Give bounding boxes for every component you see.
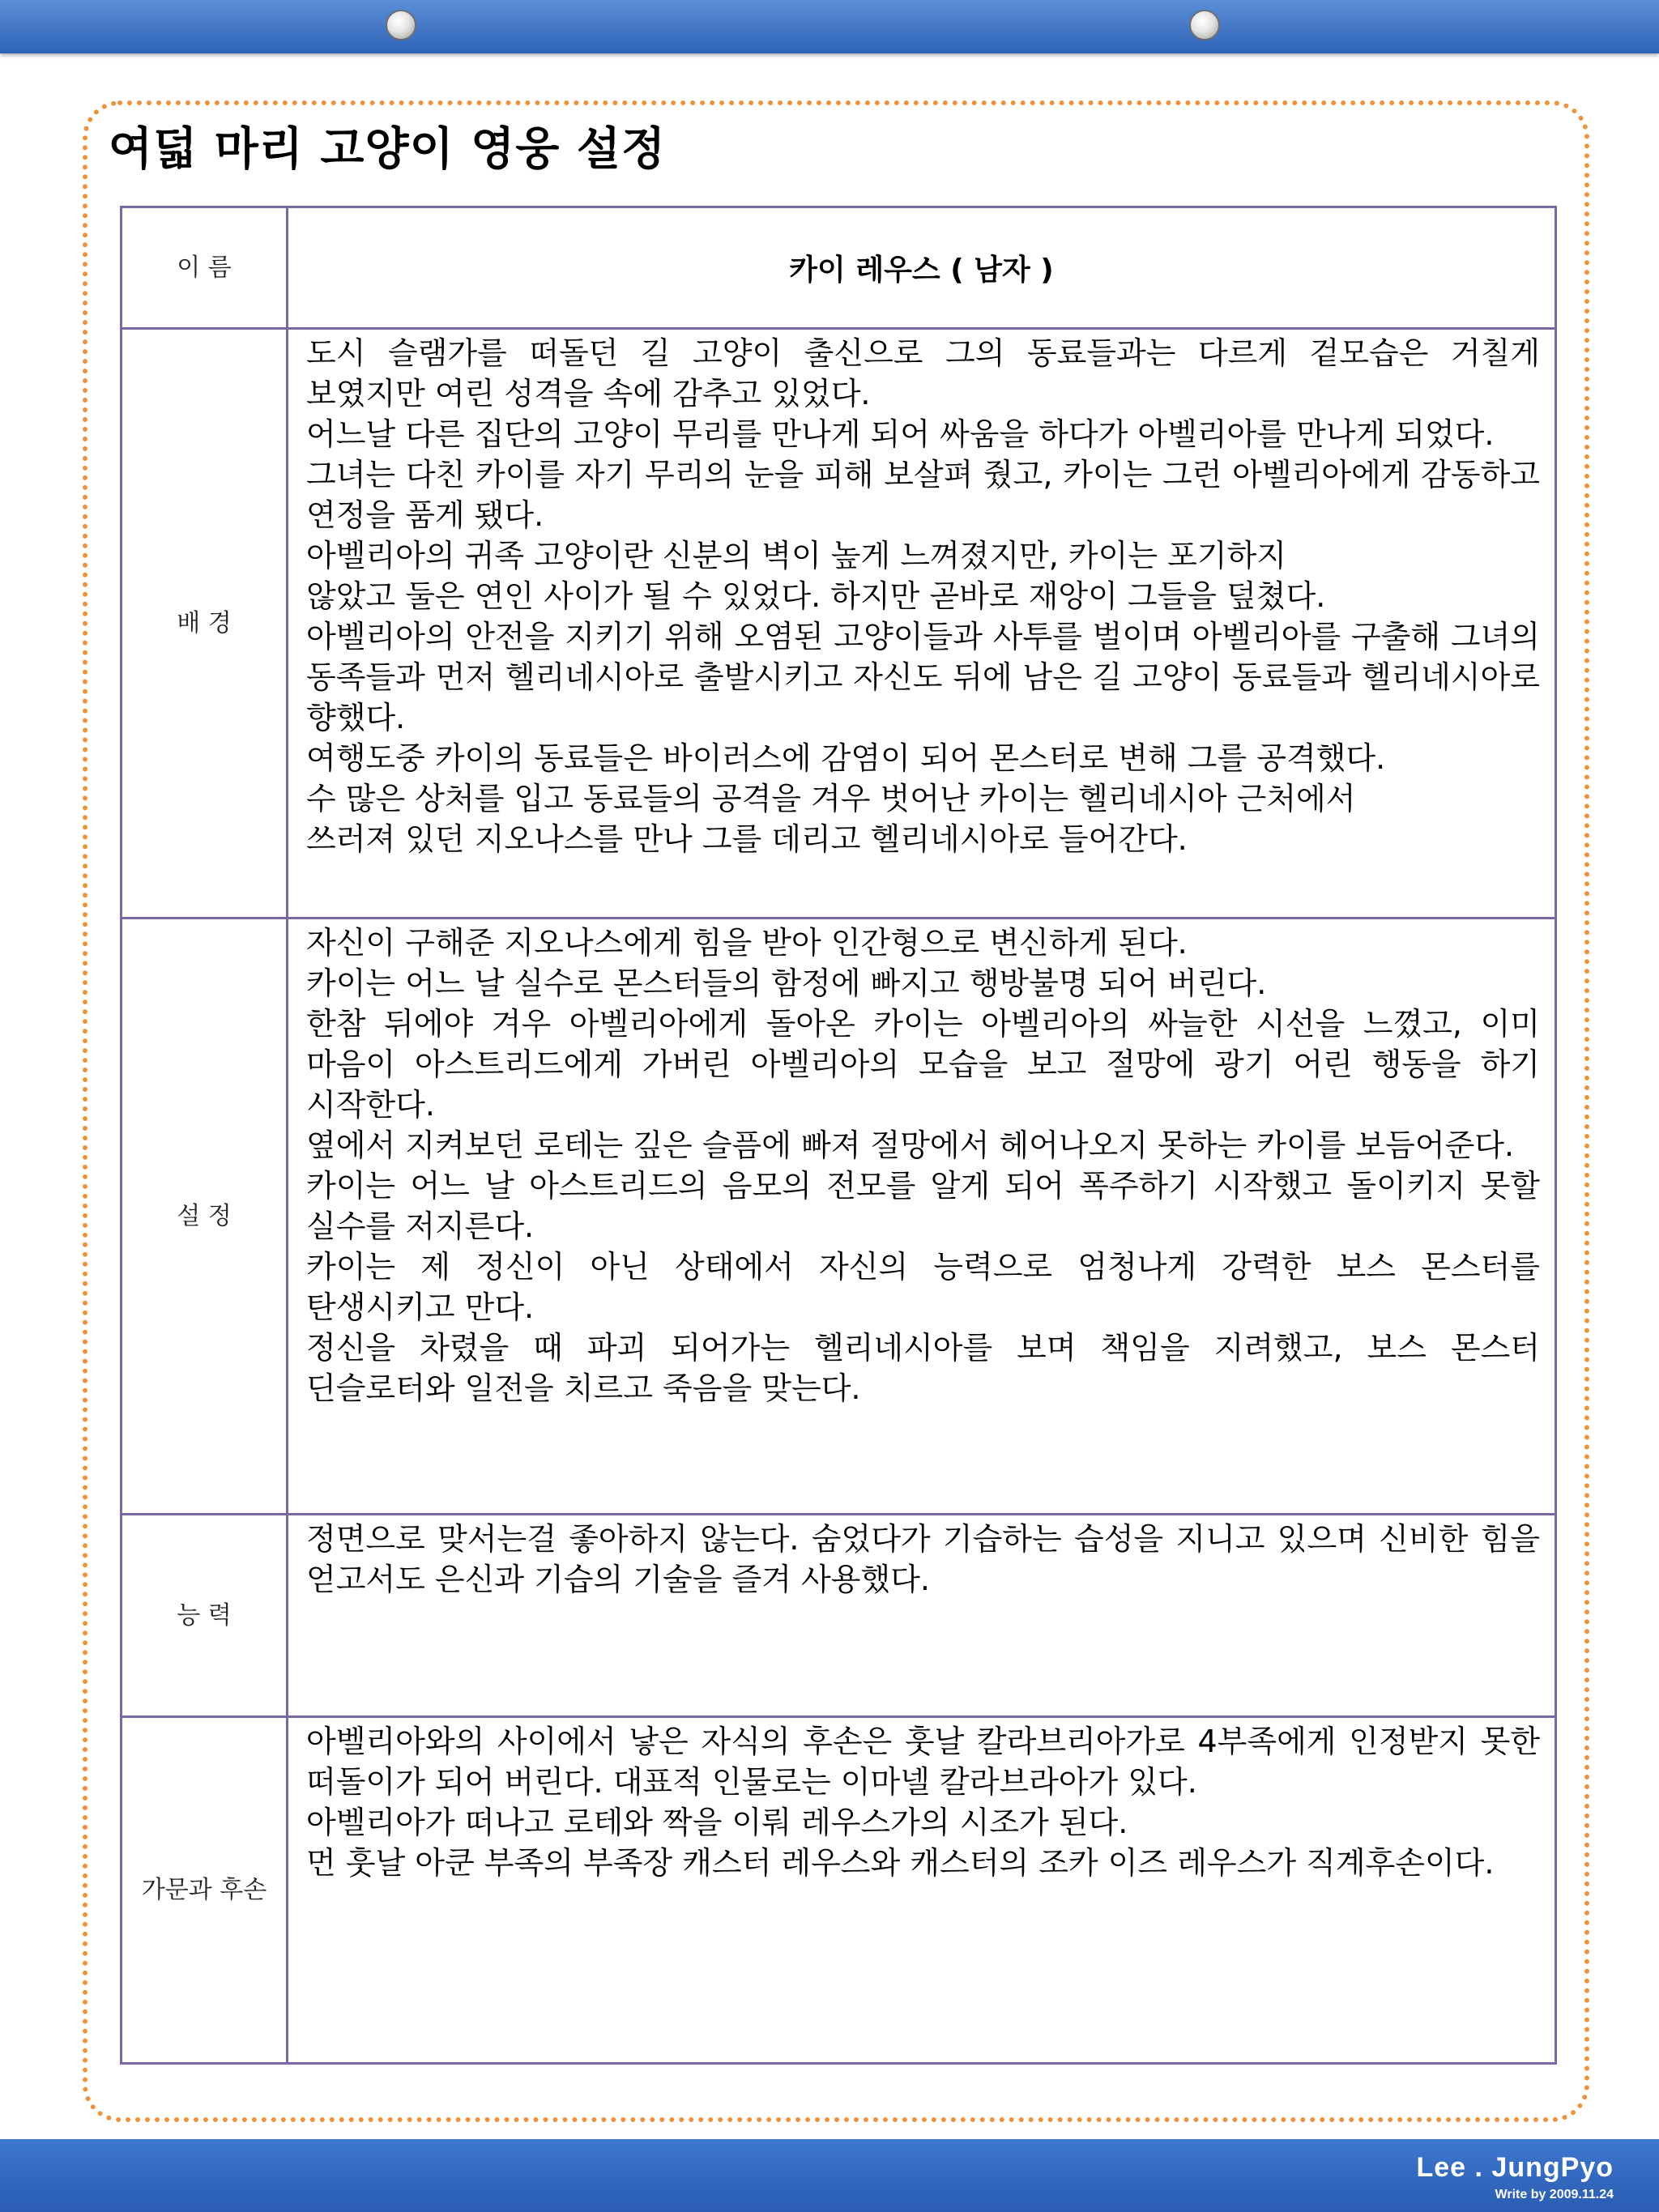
binder-ring-icon bbox=[1189, 10, 1220, 40]
text-line: 쓰러져 있던 지오나스를 만나 그를 데리고 헬리네시아로 들어간다. bbox=[306, 821, 1188, 857]
top-binder-bar bbox=[0, 0, 1659, 53]
text-line: 아벨리아가 떠나고 로테와 짝을 이뤄 레우스가의 시조가 된다. bbox=[306, 1805, 1128, 1840]
row-label-setting: 설 정 bbox=[122, 918, 288, 1515]
author-name: Lee . JungPyo bbox=[1416, 2152, 1614, 2183]
row-label-ability: 능 력 bbox=[122, 1515, 288, 1717]
setting-text bbox=[288, 918, 1556, 1515]
text-line: 도시 슬램가를 떠돌던 길 고양이 출신으로 그의 동료들과는 다르게 겉모습은 거칠게 보였지만 여린 성격을 속에 감추고 있었다. bbox=[306, 335, 1540, 411]
bottom-footer-bar bbox=[0, 2139, 1659, 2212]
text-line: 그녀는 다친 카이를 자기 무리의 눈을 피해 보살펴 줬고, 카이는 그런 아벨리아에게 감동하고 연정을 품게 됐다. bbox=[306, 457, 1540, 533]
text-line: 카이는 제 정신이 아닌 상태에서 자신의 능력으로 엄청나게 강력한 보스 몬스터를 탄생시키고 만다. bbox=[306, 1249, 1540, 1325]
text-line: 어느날 다른 집단의 고양이 무리를 만나게 되어 싸움을 하다가 아벨리아를 만나게 되었다. bbox=[306, 416, 1495, 452]
text-line: 수 많은 상처를 입고 동료들의 공격을 겨우 벗어난 카이는 헬리네시아 근처에서 bbox=[306, 781, 1356, 816]
text-line: 여행도중 카이의 동료들은 바이러스에 감염이 되어 몬스터로 변해 그를 공격했다. bbox=[306, 740, 1386, 776]
table-header-row bbox=[122, 207, 1556, 329]
table-row bbox=[122, 329, 1556, 918]
lineage-text bbox=[288, 1717, 1556, 2064]
text-line: 아벨리아와의 사이에서 낳은 자식의 후손은 훗날 칼라브리아가로 4부족에게 인정받지 못한 떠돌이가 되어 버린다. 대표적 인물로는 이마넬 칼라브라아가 있다. bbox=[306, 1724, 1540, 1800]
character-name: 카이 레우스 ( 남자 ) bbox=[288, 207, 1556, 329]
table-row bbox=[122, 918, 1556, 1515]
character-sheet-table bbox=[120, 206, 1557, 2065]
text-line: 자신이 구해준 지오나스에게 힘을 받아 인간형으로 변신하게 된다. bbox=[306, 925, 1188, 961]
text-line: 정면으로 맞서는걸 좋아하지 않는다. 숨었다가 기습하는 습성을 지니고 있으며 신비한 힘을 얻고서도 은신과 기습의 기술을 즐겨 사용했다. bbox=[306, 1521, 1540, 1597]
table-row bbox=[122, 1515, 1556, 1717]
text-line: 옆에서 지켜보던 로테는 깊은 슬픔에 빠져 절망에서 헤어나오지 못하는 카이를 보듬어준다. bbox=[306, 1127, 1515, 1163]
text-line: 정신을 차렸을 때 파괴 되어가는 헬리네시아를 보며 책임을 지려했고, 보스 몬스터 딘슬로터와 일전을 치르고 죽음을 맞는다. bbox=[306, 1330, 1540, 1406]
name-label: 이 름 bbox=[122, 207, 288, 329]
text-line: 한참 뒤에야 겨우 아벨리아에게 돌아온 카이는 아벨리아의 싸늘한 시선을 느꼈고, 이미 마음이 아스트리드에게 가버린 아벨리아의 모습을 보고 절망에 광기 어린 행동을 하기 시작한다. bbox=[306, 1006, 1540, 1123]
text-line: 아벨리아의 안전을 지키기 위해 오염된 고양이들과 사투를 벌이며 아벨리아를 구출해 그녀의 동족들과 먼저 헬리네시아로 출발시키고 자신도 뒤에 남은 길 고양이 동료들과 헬리네시아로 향했다. bbox=[306, 619, 1540, 735]
table-row bbox=[122, 1717, 1556, 2064]
page-title: 여덟 마리 고양이 영웅 설정 bbox=[109, 123, 667, 176]
ability-text bbox=[288, 1515, 1556, 1717]
text-line: 않았고 둘은 연인 사이가 될 수 있었다. 하지만 곧바로 재앙이 그들을 덮쳤다. bbox=[306, 578, 1326, 614]
text-line: 카이는 어느 날 아스트리드의 음모의 전모를 알게 되어 폭주하기 시작했고 돌이키지 못할 실수를 저지른다. bbox=[306, 1168, 1540, 1244]
row-label-lineage: 가문과 후손 bbox=[122, 1717, 288, 2064]
text-line: 아벨리아의 귀족 고양이란 신분의 벽이 높게 느껴졌지만, 카이는 포기하지 bbox=[306, 538, 1286, 573]
background-text bbox=[288, 329, 1556, 918]
write-date: Write by 2009.11.24 bbox=[1495, 2188, 1614, 2201]
binder-ring-icon bbox=[386, 10, 416, 40]
row-label-background: 배 경 bbox=[122, 329, 288, 918]
text-line: 먼 훗날 아쿤 부족의 부족장 캐스터 레우스와 캐스터의 조카 이즈 레우스가 직계후손이다. bbox=[306, 1845, 1495, 1881]
text-line: 카이는 어느 날 실수로 몬스터들의 함정에 빠지고 행방불명 되어 버린다. bbox=[306, 965, 1267, 1001]
